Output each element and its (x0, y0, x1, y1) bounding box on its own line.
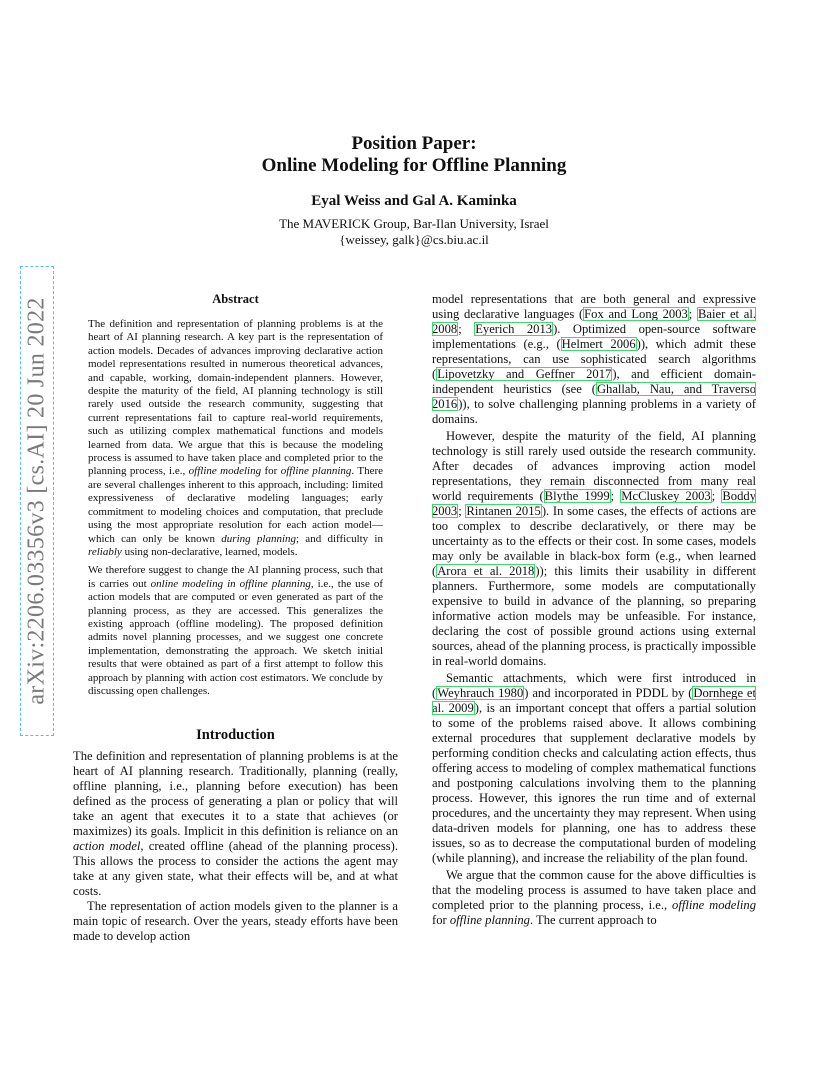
text-run: ) and incorporated in PDDL by ( (524, 686, 693, 700)
abstract-paragraph-2 (88, 564, 383, 698)
introduction-heading: Introduction (196, 727, 275, 744)
text-run: for (432, 913, 450, 927)
citation-link[interactable]: Helmert 2006 (561, 337, 636, 351)
emphasis: reliably (88, 545, 122, 558)
text-run: ; (711, 489, 722, 503)
text-run: However, despite the maturity of the field, AI planning technology is still rarely used outside the research community. After decades of advances improving action model representations, they remain disconnected from many real world requirements ( (432, 429, 756, 503)
intro-paragraph-1 (73, 749, 398, 899)
text-run: The definition and representation of planning problems is at the heart of AI planning research. A key part is the representation of action models. Decades of advances improving declarative action model representations resulted in numerous theoretical advances, and capable, working, domain-independent planners. However, despite the maturity of the field, AI planning technology is still rarely used outside the research community, suggesting that current representations fail to capture real-world requirements, such as utilizing complex mathematical functions and models learned from data. We argue that this is because the modeling process is assumed to have taken place and completed prior to the planning process, i.e., (88, 318, 383, 478)
text-run: ). In some cases, the effects of actions are too complex to describe declaratively, or there may be uncertainty as to the effects or their cost. In some cases, models may only be available in black-box form (e.g., when learned ( (432, 504, 756, 578)
introduction-body (73, 749, 398, 944)
citation-link[interactable]: Rintanen 2015 (466, 504, 541, 518)
citation-link[interactable]: Fox and Long 2003 (584, 307, 688, 321)
text-run: Semantic attachments, which were first introduced in ( (432, 671, 756, 700)
text-run: ). Optimized open-source software implementations (e.g., ( (432, 322, 756, 351)
emphasis: offline planning (280, 465, 352, 478)
affiliation: The MAVERICK Group, Bar-Ilan University, Israel (279, 216, 549, 231)
arxiv-stamp (20, 266, 54, 736)
citation-link[interactable]: Eyerich 2013 (475, 322, 553, 336)
right-paragraph-3 (432, 671, 756, 866)
citation-link[interactable]: Ghallab, Nau, and Traverso 2016 (432, 382, 756, 411)
text-run: )), which admit these representations, can use sophisticated search algorithms ( (432, 337, 756, 381)
text-run: , created offline (ahead of the planning process). This allows the process to consider the actions the agent may take at any given state, what their effects will be, and at what costs. (73, 839, 398, 899)
text-run: using non-declarative, learned, models. (121, 545, 298, 558)
left-column (73, 292, 398, 944)
text-run: We therefore suggest to change the AI planning process, such that is carries out (88, 564, 383, 590)
text-run: ; (688, 307, 697, 321)
right-paragraph-2 (432, 429, 756, 669)
emphasis: action model (73, 839, 141, 854)
text-run: for (261, 465, 281, 478)
text-run: The definition and representation of planning problems is at the heart of AI planning research. Traditionally, planning (really, offline planning, i.e., planning before execution) has been defined as the process of generating a plan or policy that will take an agent that executes it to a state that achieves (or maximizes) its goals. Implicit in this definition is reliance on an (73, 749, 398, 839)
right-column (432, 292, 756, 930)
citation-link[interactable]: Arora et al. 2018 (437, 564, 535, 578)
emphasis: offline modeling (188, 465, 262, 478)
emphasis: offline planning (449, 913, 530, 927)
citation-link[interactable]: Blythe 1999 (544, 489, 610, 503)
paper-authors: Eyal Weiss and Gal A. Kaminka (311, 193, 517, 209)
text-run: model representations that are both general and expressive using declarative languages ( (432, 292, 756, 321)
text-run: . The current approach to (529, 913, 657, 927)
text-run: ; and difficulty in (296, 532, 383, 545)
abstract-paragraph-1 (88, 318, 383, 559)
right-paragraph-1 (432, 292, 756, 427)
text-run: ; (610, 489, 621, 503)
text-run: ), and efficient domain-independent heuristics (see ( (432, 367, 756, 396)
emphasis: online modeling in offline planning (150, 577, 311, 590)
text-run: ; (458, 504, 466, 518)
title-line-1: Position Paper: (351, 133, 477, 154)
text-run: )); this limits their usability in different planners. Furthermore, some models are computationally expensive to build in advance of the planning, so preparing informative action models may be unfeasible. For instance, declaring the cost of possible ground actions using external sources, ahead of the planning process, is practically impossible in real-world domains. (432, 564, 756, 668)
citation-link[interactable]: Dornhege et al. 2009 (432, 686, 756, 715)
text-run: )), to solve challenging planning problems in a variety of domains. (432, 397, 756, 426)
text-run: . There are several challenges inherent to this approach, including: limited expressiveness of declarative modeling languages; early commitment to modeling choices and computation, that preclude using the most appropriate resolution for each action model—which can only be known (88, 465, 383, 545)
emphasis: during planning (221, 532, 296, 545)
arxiv-stamp-text: arXiv:2206.03356v3 [cs.AI] 20 Jun 2022 (23, 297, 50, 705)
emphasis: offline modeling (672, 898, 756, 912)
title-line-2: Online Modeling for Offline Planning (261, 155, 567, 176)
text-run: We argue that the common cause for the above difficulties is that the modeling process is assumed to have taken place and completed prior to the planning process, i.e., (432, 868, 756, 912)
paper-title (0, 133, 828, 177)
citation-link[interactable]: Weyhrauch 1980 (437, 686, 524, 700)
intro-paragraph-2: The representation of action models given to the planner is a main topic of research. Over the years, steady efforts have been made to develop action (73, 899, 398, 944)
abstract (73, 318, 398, 698)
paper-affiliation-block (0, 216, 828, 248)
right-paragraph-4 (432, 868, 756, 928)
text-run: , i.e., the use of action models that are computed or even generated as part of the planning process, as they are accessed. This generalizes the existing approach (offline modeling). The proposed definition admits novel planning processes, and we suggest one concrete implementation, demonstrating the approach. We sketch initial results that were obtained as part of a first attempt to follow this approach by planning with action cost estimators. We conclude by discussing open challenges. (88, 577, 384, 697)
citation-link[interactable]: Lipovetzky and Geffner 2017 (437, 367, 612, 381)
citation-link[interactable]: Boddy 2003 (432, 489, 756, 518)
abstract-heading: Abstract (212, 292, 259, 306)
citation-link[interactable]: Baier et al. 2008 (432, 307, 756, 336)
author-email: {weissey, galk}@cs.biu.ac.il (339, 232, 489, 247)
text-run: ), is an important concept that offers a partial solution to some of the problems raised above. It allows combining external procedures that supplement declarative models by performing condition checks and calculating action effects, thus offering access to modeling of complex mathematical functions and postponing calculations involving them to the planning process. However, this ignores the run time and of external procedures, and the uncertainty they may represent. When using data-driven models for planning, one has to address these issues, so as to decrease the computational burden of modeling (while planning), and increase the reliability of the plan found. (432, 701, 756, 865)
text-run: ; (458, 322, 475, 336)
citation-link[interactable]: McCluskey 2003 (621, 489, 711, 503)
